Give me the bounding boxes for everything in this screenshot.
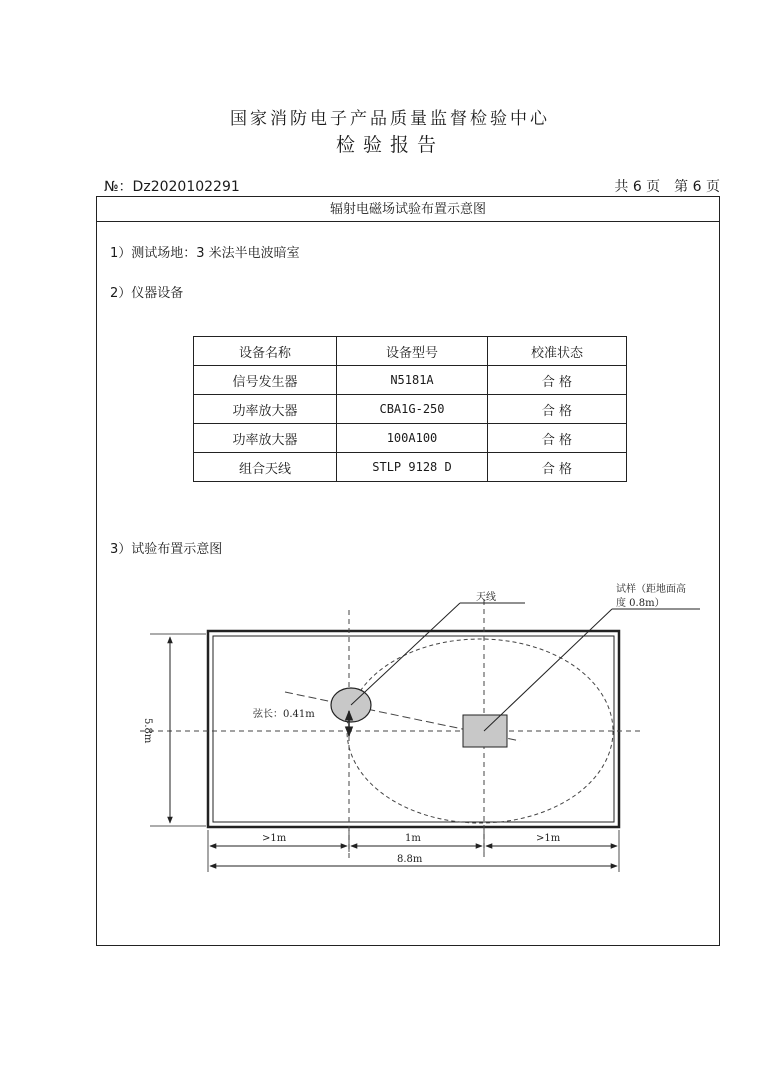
column-header: 设备型号 [337,337,488,366]
equipment-heading: 2）仪器设备 [110,286,184,301]
table-cell: 组合天线 [194,453,337,482]
sample-label-line2: 度 0.8m） [616,598,665,609]
column-header: 设备名称 [194,337,337,366]
dim-mid-label: 1m [405,833,421,844]
table-cell: 信号发生器 [194,366,337,395]
page-number: 共 6 页 第 6 页 [614,179,720,195]
section-title: 辐射电磁场试验布置示意图 [97,198,719,222]
sample-label-line1: 试样（距地面高 [616,584,686,595]
layout-heading: 3）试验布置示意图 [110,542,223,557]
dim-total-label: 8.8m [397,854,423,865]
table-cell: 合 格 [488,366,627,395]
table-cell: 合 格 [488,424,627,453]
dim-left-label: >1m [262,833,287,844]
table-cell: STLP 9128 D [337,453,488,482]
table-cell: N5181A [337,366,488,395]
sample-block [463,715,507,747]
table-cell: CBA1G-250 [337,395,488,424]
organization-name: 国家消防电子产品质量监督检验中心 [230,109,550,129]
table-cell: 功率放大器 [194,395,337,424]
table-cell: 合 格 [488,453,627,482]
table-cell: 100A100 [337,424,488,453]
antenna-leader-line [351,603,460,705]
document-number: №：Dz2020102291 [104,179,240,195]
column-header: 校准状态 [488,337,627,366]
antenna-label: 天线 [476,592,496,603]
report-title: 检验报告 [335,134,444,156]
chord-length-label: 弦长：0.41m [253,709,315,720]
sample-leader-line [484,609,612,731]
dim-right-label: >1m [536,833,561,844]
test-site-line: 1）测试场地：3 米法半电波暗室 [110,246,300,261]
table-cell: 合 格 [488,395,627,424]
height-dimension-label: 5.8m [142,718,153,744]
table-cell: 功率放大器 [194,424,337,453]
